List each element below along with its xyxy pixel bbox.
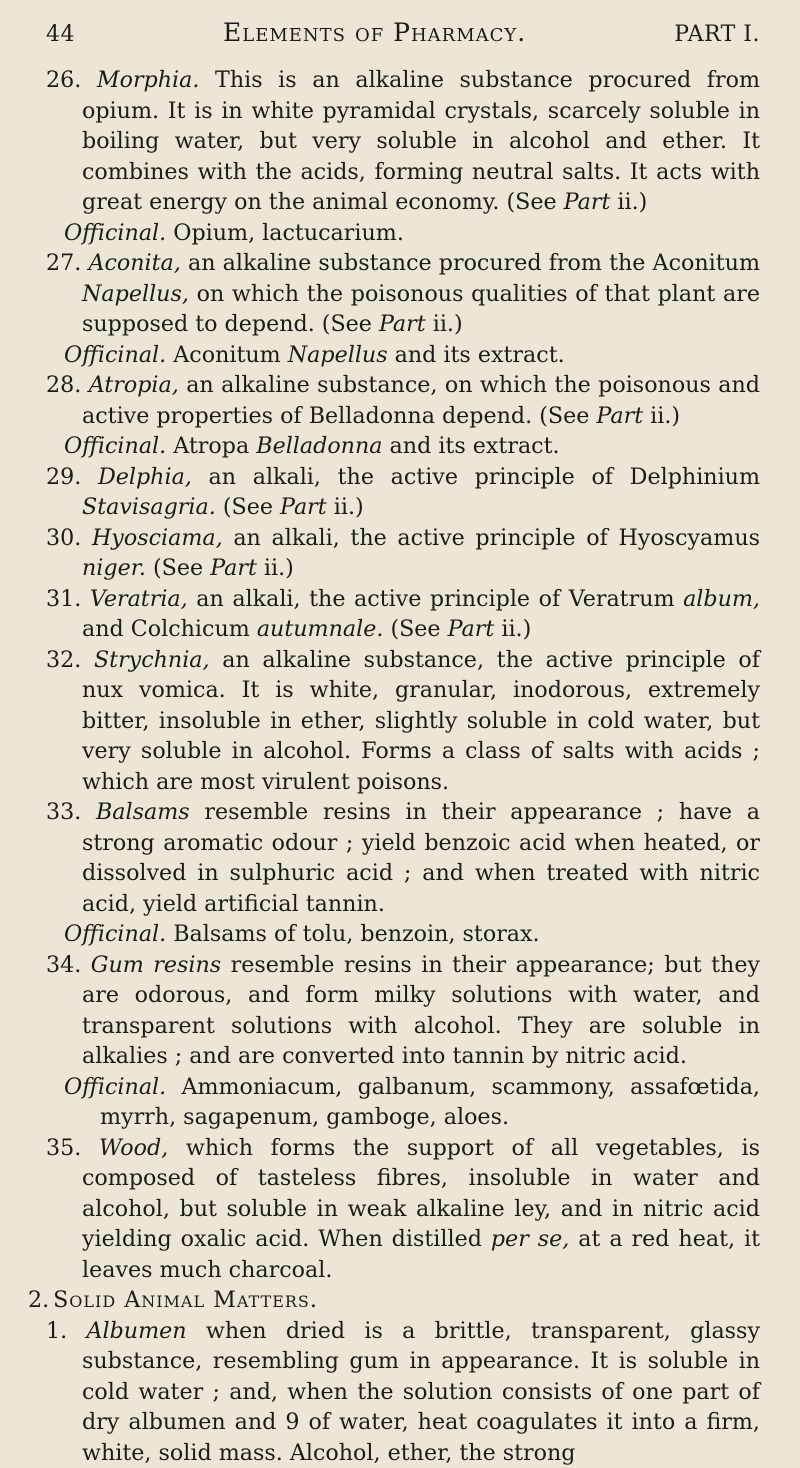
- entry-text: Aconita,: [88, 250, 180, 276]
- entry-text: and its extract.: [383, 433, 560, 459]
- entry-text: autumnale.: [257, 616, 384, 642]
- entry-text: an alkali, the active principle of Delphinium: [192, 464, 760, 490]
- entry-text: 30.: [46, 525, 92, 551]
- entry-text: ii.): [494, 616, 531, 642]
- section-heading: [46, 1285, 760, 1316]
- entry-text: Balsams of tolu, benzoin, storax.: [166, 921, 539, 947]
- section-number: 2.: [28, 1285, 46, 1316]
- entry-text: 1.: [46, 1318, 86, 1344]
- entry-text: at a red heat, it leaves much charcoal.: [82, 1226, 760, 1283]
- entry-text: Morphia.: [97, 67, 200, 93]
- entry-text: This is an alkaline substance procured from opium. It is in white pyramidal crystals, scarcely soluble in boiling water, but very soluble in alcohol and ether. It combines with the acids, forming neutral salts. It acts with great energy on the animal economy. (See: [82, 67, 760, 215]
- entry-text: 28.: [46, 372, 89, 398]
- entry-text: on which the poisonous qualities of that plant are supposed to depend. (See: [82, 281, 760, 338]
- entry-text: and its extract.: [388, 342, 565, 368]
- entry-text: 31.: [46, 586, 90, 612]
- numbered-entry: [46, 950, 760, 1072]
- entry-text: 32.: [46, 647, 94, 673]
- entry-text: Part: [280, 494, 327, 520]
- entry-text: an alkali, the active principle of Hyoscyamus: [223, 525, 760, 551]
- entry-text: 35.: [46, 1135, 99, 1161]
- entry-text: Belladonna: [256, 433, 382, 459]
- numbered-entry: [46, 645, 760, 798]
- entry-text: an alkaline substance, the active principle of nux vomica. It is white, granular, inodorous, extremely bitter, insoluble in ether, slightly soluble in cold water, but very soluble in alcohol. Forms a class of salts with acids ; which are most virulent poisons.: [82, 647, 760, 795]
- numbered-entry: [46, 1133, 760, 1286]
- entry-text: Veratria,: [90, 586, 188, 612]
- entry-text: and Colchicum: [82, 616, 257, 642]
- entry-text: an alkali, the active principle of Veratrum: [188, 586, 683, 612]
- entry-text: Part: [564, 189, 611, 215]
- page-body: [46, 65, 760, 1468]
- entry-text: Stavisagria.: [82, 494, 216, 520]
- entry-text: 34.: [46, 952, 91, 978]
- numbered-entry: [46, 1316, 760, 1468]
- entry-text: Wood,: [99, 1135, 168, 1161]
- entry-text: Officinal.: [64, 921, 166, 947]
- entry-text: Napellus: [288, 342, 388, 368]
- officinal-note: [64, 431, 760, 462]
- entry-text: ii.): [643, 403, 680, 429]
- section-title: Solid Animal Matters.: [53, 1287, 318, 1313]
- entry-text: Atropa: [166, 433, 256, 459]
- numbered-entry: [46, 462, 760, 523]
- numbered-entry: [46, 248, 760, 340]
- entry-text: Officinal.: [64, 1074, 166, 1100]
- entry-text: Part: [210, 555, 257, 581]
- entry-text: album,: [683, 586, 760, 612]
- entry-text: an alkaline substance procured from the Aconitum: [181, 250, 760, 276]
- running-title: Elements of Pharmacy.: [223, 18, 526, 47]
- entry-text: ii.): [257, 555, 294, 581]
- numbered-entry: [46, 523, 760, 584]
- entry-text: Hyosciama,: [92, 525, 223, 551]
- entry-text: Ammoniacum, galbanum, scammony, assafœtida, myrrh, sagapenum, gamboge, aloes.: [100, 1074, 760, 1131]
- numbered-entry: [46, 584, 760, 645]
- entry-text: niger.: [82, 555, 146, 581]
- page-number: 44: [46, 22, 75, 47]
- entry-text: (See: [383, 616, 447, 642]
- entry-text: ii.): [327, 494, 364, 520]
- entry-text: Officinal.: [64, 342, 166, 368]
- entry-text: Strychnia,: [94, 647, 210, 673]
- entry-text: Officinal.: [64, 433, 166, 459]
- entry-text: ii.): [610, 189, 647, 215]
- entry-text: per se,: [491, 1226, 569, 1252]
- entry-text: Opium, lactucarium.: [166, 220, 404, 246]
- entry-text: Delphia,: [98, 464, 192, 490]
- entry-text: 26.: [46, 67, 97, 93]
- officinal-note: [64, 340, 760, 371]
- officinal-note: [64, 1072, 760, 1133]
- officinal-note: [64, 218, 760, 249]
- entry-text: when dried is a brittle, transparent, glassy substance, resembling gum in appearance. It is soluble in cold water ; and, when the solution consists of one part of dry albumen and 9 of water, heat coagulates it into a firm, white, solid mass. Alcohol, ether, the strong: [82, 1318, 760, 1466]
- numbered-entry: [46, 370, 760, 431]
- entry-text: Officinal.: [64, 220, 166, 246]
- entry-text: ii.): [426, 311, 463, 337]
- part-label: PART I.: [674, 22, 760, 47]
- entry-text: (See: [216, 494, 280, 520]
- numbered-entry: [46, 65, 760, 218]
- running-header: [46, 18, 760, 47]
- entry-text: Albumen: [86, 1318, 186, 1344]
- entry-text: resemble resins in their appearance; but they are odorous, and form milky solutions with water, and transparent solutions with alcohol. They are soluble in alkalies ; and are converted into tannin by nitric acid.: [82, 952, 760, 1070]
- entry-text: Balsams: [96, 799, 190, 825]
- entry-text: (See: [146, 555, 210, 581]
- entry-text: Atropia,: [89, 372, 179, 398]
- entry-text: Part: [596, 403, 643, 429]
- entry-text: 27.: [46, 250, 88, 276]
- entry-text: 33.: [46, 799, 96, 825]
- entry-text: an alkaline substance, on which the poisonous and active properties of Belladonna depend. (See: [82, 372, 760, 429]
- entry-text: Aconitum: [166, 342, 288, 368]
- officinal-note: [64, 919, 760, 950]
- entry-text: 29.: [46, 464, 98, 490]
- entry-text: resemble resins in their appearance ; have a strong aromatic odour ; yield benzoic acid when heated, or dissolved in sulphuric acid ; and when treated with nitric acid, yield artificial tannin.: [82, 799, 760, 917]
- entry-text: Gum resins: [91, 952, 221, 978]
- entry-text: Part: [379, 311, 426, 337]
- entry-text: Part: [448, 616, 495, 642]
- numbered-entry: [46, 797, 760, 919]
- entry-text: Napellus,: [82, 281, 189, 307]
- entry-text: which forms the support of all vegetables, is composed of tasteless fibres, insoluble in water and alcohol, but soluble in weak alkaline ley, and in nitric acid yielding oxalic acid. When distilled: [82, 1135, 760, 1253]
